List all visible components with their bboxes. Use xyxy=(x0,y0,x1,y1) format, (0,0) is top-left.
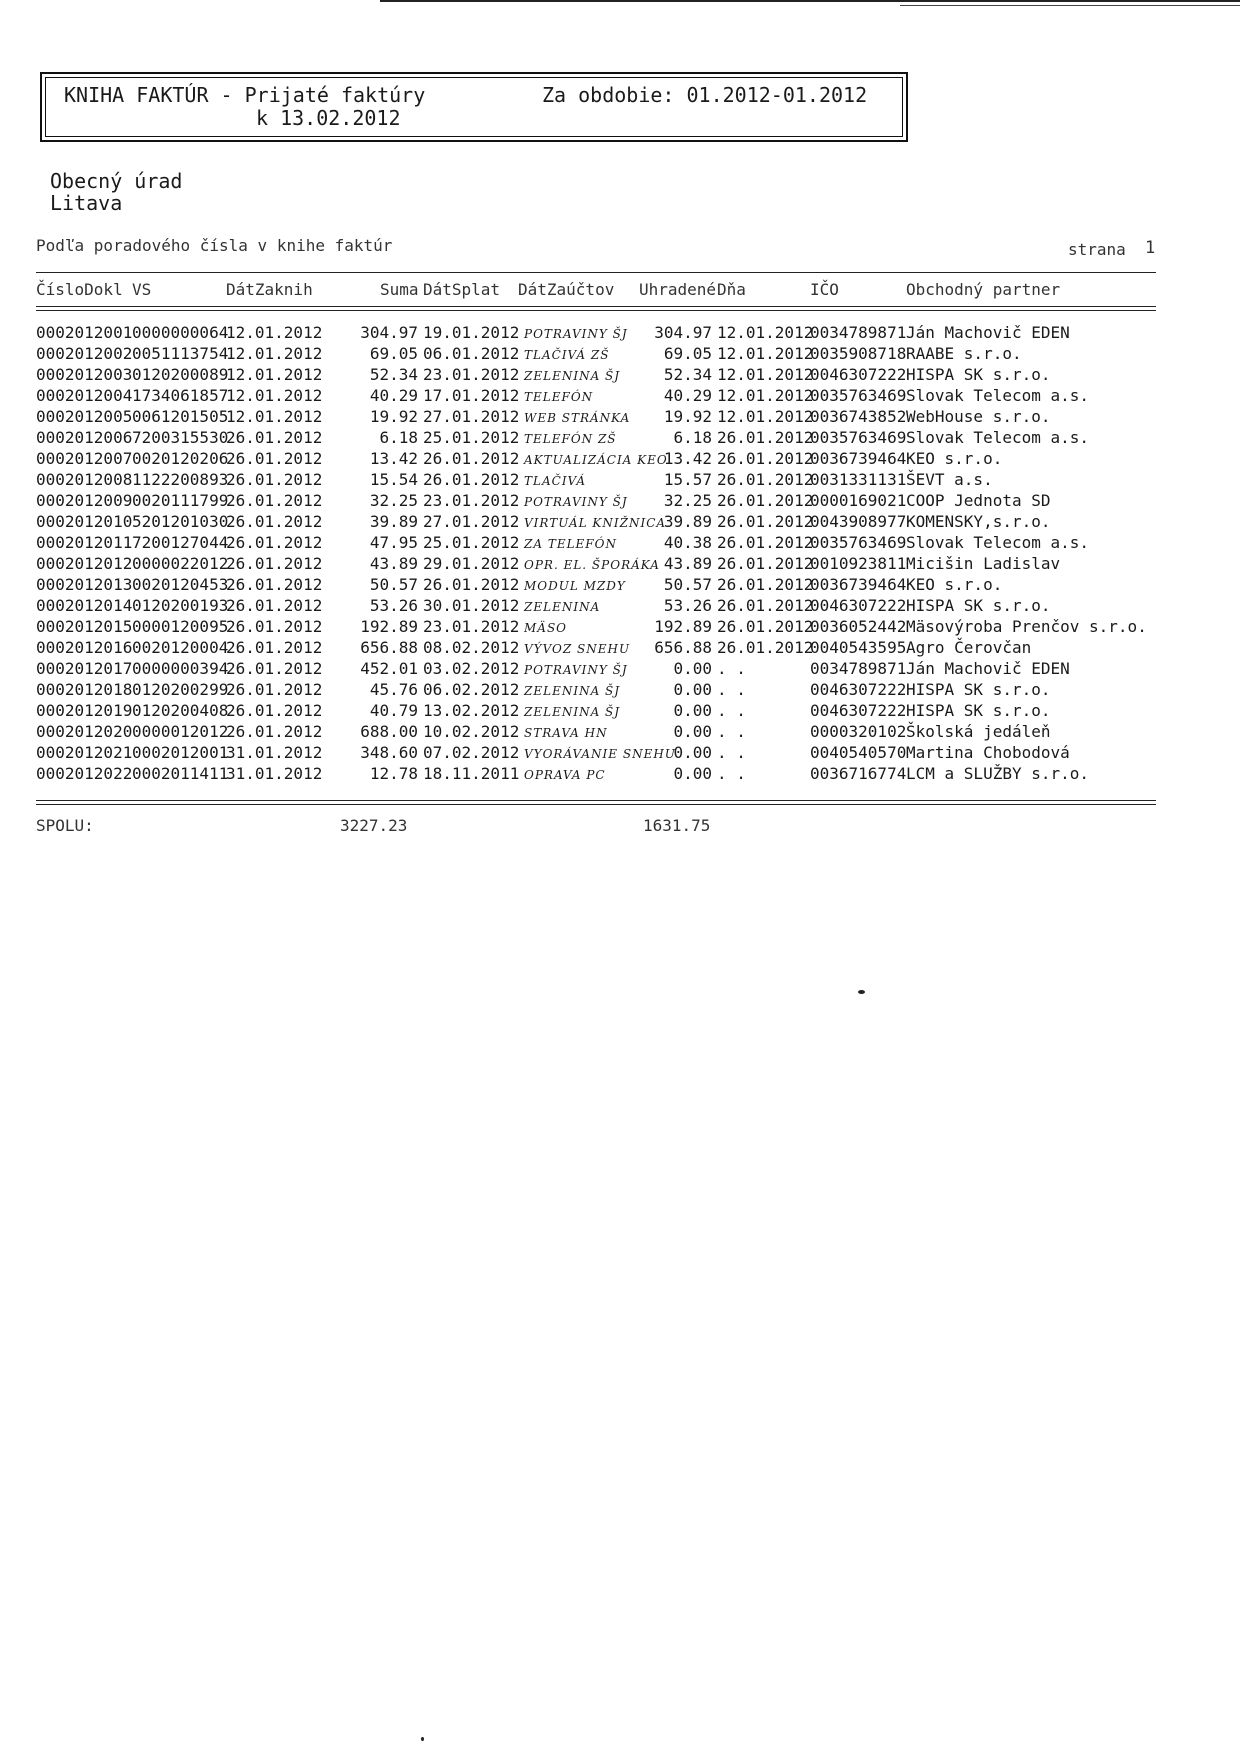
table-row xyxy=(0,406,1240,427)
cell-due: 06.02.2012 xyxy=(423,680,520,699)
cell-sum: 12.78 xyxy=(369,764,418,783)
table-row xyxy=(0,490,1240,511)
cell-partner: HISPA SK s.r.o. xyxy=(906,596,1051,615)
cell-paid-date: 12.01.2012 xyxy=(717,407,814,426)
cell-vs: 0000022012 xyxy=(132,554,229,573)
cell-paid: 656.88 xyxy=(654,638,712,657)
cell-ico: 0034789871 xyxy=(810,659,907,678)
cell-paid-date: . . xyxy=(717,680,746,699)
cell-booked: 31.01.2012 xyxy=(226,743,323,762)
cell-booked: 12.01.2012 xyxy=(226,344,323,363)
cell-partner: Školská jedáleň xyxy=(906,722,1051,741)
cell-doc: 0002012015 xyxy=(36,617,133,636)
cell-booked: 12.01.2012 xyxy=(226,386,323,405)
col-header-accounted: DátZaúčtov xyxy=(518,280,615,299)
cell-paid: 53.26 xyxy=(663,596,712,615)
cell-doc: 0002012021 xyxy=(36,743,133,762)
report-date: k 13.02.2012 xyxy=(256,106,401,130)
cell-vs: 0061201505 xyxy=(132,407,229,426)
organization-place: Litava xyxy=(50,191,123,215)
cell-paid: 13.42 xyxy=(663,449,712,468)
cell-sum: 45.76 xyxy=(369,680,418,699)
cell-doc: 0002012016 xyxy=(36,638,133,657)
cell-paid: 0.00 xyxy=(673,701,712,720)
cell-due: 29.01.2012 xyxy=(423,554,520,573)
cell-note: TLAČIVÁ xyxy=(524,474,587,488)
cell-note: TLAČIVÁ ZŠ xyxy=(524,348,610,362)
cell-booked: 26.01.2012 xyxy=(226,617,323,636)
col-header-doc: ČísloDokl xyxy=(36,280,123,299)
cell-sum: 6.18 xyxy=(379,428,418,447)
cell-sum: 50.57 xyxy=(369,575,418,594)
cell-ico: 0035763469 xyxy=(810,428,907,447)
cell-paid-date: 26.01.2012 xyxy=(717,575,814,594)
cell-doc: 0002012006 xyxy=(36,428,133,447)
cell-booked: 26.01.2012 xyxy=(226,491,323,510)
cell-note: VÝVOZ SNEHU xyxy=(524,642,631,656)
cell-booked: 26.01.2012 xyxy=(226,554,323,573)
cell-partner: Agro Čerovčan xyxy=(906,638,1032,657)
cell-vs: 0051113754 xyxy=(132,344,229,363)
cell-due: 23.01.2012 xyxy=(423,365,520,384)
sort-note: Podľa poradového čísla v knihe faktúr xyxy=(36,236,393,255)
cell-paid-date: 26.01.2012 xyxy=(717,638,814,657)
cell-due: 23.01.2012 xyxy=(423,491,520,510)
header-rule-top xyxy=(36,272,1156,273)
cell-paid: 32.25 xyxy=(663,491,712,510)
totals-rule-2 xyxy=(36,804,1156,805)
col-header-paid: Uhradené xyxy=(639,280,717,299)
scan-speck xyxy=(858,990,865,994)
cell-due: 26.01.2012 xyxy=(423,470,520,489)
cell-paid: 0.00 xyxy=(673,764,712,783)
cell-note: POTRAVINY ŠJ xyxy=(524,327,628,341)
cell-due: 27.01.2012 xyxy=(423,407,520,426)
cell-note: VYORÁVANIE SNEHU xyxy=(524,747,676,761)
cell-due: 06.01.2012 xyxy=(423,344,520,363)
cell-sum: 348.60 xyxy=(360,743,418,762)
invoice-table xyxy=(0,322,1240,784)
cell-doc: 0002012014 xyxy=(36,596,133,615)
cell-partner: Micišin Ladislav xyxy=(906,554,1061,573)
cell-sum: 15.54 xyxy=(369,470,418,489)
cell-partner: KOMENSKY,s.r.o. xyxy=(906,512,1051,531)
report-period: Za obdobie: 01.2012-01.2012 xyxy=(542,83,868,107)
cell-due: 19.01.2012 xyxy=(423,323,520,342)
cell-paid: 304.97 xyxy=(654,323,712,342)
cell-due: 03.02.2012 xyxy=(423,659,520,678)
cell-doc: 0002012019 xyxy=(36,701,133,720)
cell-partner: Martina Chobodová xyxy=(906,743,1070,762)
top-scan-line-2 xyxy=(900,5,1240,6)
cell-booked: 26.01.2012 xyxy=(226,575,323,594)
cell-paid-date: 12.01.2012 xyxy=(717,365,814,384)
cell-partner: Slovak Telecom a.s. xyxy=(906,386,1090,405)
cell-sum: 40.29 xyxy=(369,386,418,405)
cell-booked: 26.01.2012 xyxy=(226,596,323,615)
totals-sum: 3227.23 xyxy=(340,816,408,835)
cell-paid-date: . . xyxy=(717,701,746,720)
cell-paid-date: 12.01.2012 xyxy=(717,386,814,405)
cell-paid-date: 12.01.2012 xyxy=(717,323,814,342)
cell-note: MÄSO xyxy=(524,621,568,635)
cell-partner: KEO s.r.o. xyxy=(906,449,1003,468)
cell-vs: 1734061857 xyxy=(132,386,229,405)
cell-vs: 0020111799 xyxy=(132,491,229,510)
cell-booked: 26.01.2012 xyxy=(226,449,323,468)
cell-ico: 0040540570 xyxy=(810,743,907,762)
cell-sum: 452.01 xyxy=(360,659,418,678)
cell-note: ZA TELEFÓN xyxy=(524,537,617,551)
cell-booked: 12.01.2012 xyxy=(226,365,323,384)
cell-note: ZELENINA ŠJ xyxy=(524,705,621,719)
cell-note: POTRAVINY ŠJ xyxy=(524,663,628,677)
cell-note: ZELENINA ŠJ xyxy=(524,684,621,698)
cell-vs: 0002012001 xyxy=(132,743,229,762)
cell-booked: 26.01.2012 xyxy=(226,701,323,720)
cell-due: 26.01.2012 xyxy=(423,449,520,468)
cell-ico: 0046307222 xyxy=(810,596,907,615)
cell-vs: 0000120095 xyxy=(132,617,229,636)
cell-sum: 47.95 xyxy=(369,533,418,552)
cell-paid-date: 26.01.2012 xyxy=(717,512,814,531)
cell-paid: 40.38 xyxy=(663,533,712,552)
cell-doc: 0002012020 xyxy=(36,722,133,741)
cell-doc: 0002012001 xyxy=(36,323,133,342)
table-row xyxy=(0,448,1240,469)
cell-ico: 0046307222 xyxy=(810,680,907,699)
cell-partner: HISPA SK s.r.o. xyxy=(906,680,1051,699)
cell-paid-date: 26.01.2012 xyxy=(717,470,814,489)
cell-paid-date: 26.01.2012 xyxy=(717,449,814,468)
cell-vs: 0000012012 xyxy=(132,722,229,741)
cell-partner: Ján Machovič EDEN xyxy=(906,659,1070,678)
table-row xyxy=(0,385,1240,406)
col-header-ico: IČO xyxy=(810,280,839,299)
cell-sum: 304.97 xyxy=(360,323,418,342)
cell-paid: 40.29 xyxy=(663,386,712,405)
cell-ico: 0036052442 xyxy=(810,617,907,636)
cell-due: 30.01.2012 xyxy=(423,596,520,615)
cell-ico: 0035763469 xyxy=(810,386,907,405)
cell-doc: 0002012002 xyxy=(36,344,133,363)
cell-partner: Ján Machovič EDEN xyxy=(906,323,1070,342)
cell-ico: 0031331131 xyxy=(810,470,907,489)
cell-due: 17.01.2012 xyxy=(423,386,520,405)
cell-paid-date: 26.01.2012 xyxy=(717,554,814,573)
cell-note: TELEFÓN ZŠ xyxy=(524,432,617,446)
cell-paid: 15.57 xyxy=(663,470,712,489)
table-row xyxy=(0,364,1240,385)
cell-paid-date: 26.01.2012 xyxy=(717,617,814,636)
cell-booked: 26.01.2012 xyxy=(226,680,323,699)
cell-paid-date: . . xyxy=(717,764,746,783)
cell-booked: 26.01.2012 xyxy=(226,533,323,552)
cell-due: 10.02.2012 xyxy=(423,722,520,741)
cell-sum: 40.79 xyxy=(369,701,418,720)
totals-paid: 1631.75 xyxy=(643,816,711,835)
cell-doc: 0002012013 xyxy=(36,575,133,594)
cell-sum: 688.00 xyxy=(360,722,418,741)
cell-vs: 0120200193 xyxy=(132,596,229,615)
cell-booked: 26.01.2012 xyxy=(226,722,323,741)
cell-paid: 43.89 xyxy=(663,554,712,573)
cell-paid-date: 12.01.2012 xyxy=(717,344,814,363)
cell-ico: 0036743852 xyxy=(810,407,907,426)
cell-due: 27.01.2012 xyxy=(423,512,520,531)
cell-paid: 52.34 xyxy=(663,365,712,384)
report-title-box xyxy=(40,72,908,142)
cell-vs: 7200315530 xyxy=(132,428,229,447)
cell-paid: 0.00 xyxy=(673,659,712,678)
header-rule-bottom xyxy=(36,306,1156,307)
cell-due: 07.02.2012 xyxy=(423,743,520,762)
col-header-sum: Suma xyxy=(380,280,419,299)
cell-booked: 26.01.2012 xyxy=(226,470,323,489)
cell-doc: 0002012010 xyxy=(36,512,133,531)
cell-partner: HISPA SK s.r.o. xyxy=(906,701,1051,720)
cell-ico: 0035763469 xyxy=(810,533,907,552)
totals-rule xyxy=(36,800,1156,801)
organization-name: Obecný úrad xyxy=(50,169,183,193)
cell-vs: 0002011411 xyxy=(132,764,229,783)
cell-doc: 0002012007 xyxy=(36,449,133,468)
cell-sum: 69.05 xyxy=(369,344,418,363)
cell-paid: 0.00 xyxy=(673,743,712,762)
cell-paid-date: 26.01.2012 xyxy=(717,596,814,615)
cell-due: 18.11.2011 xyxy=(423,764,520,783)
cell-paid: 69.05 xyxy=(663,344,712,363)
cell-vs: 0000000394 xyxy=(132,659,229,678)
cell-ico: 0035908718 xyxy=(810,344,907,363)
cell-ico: 0043908977 xyxy=(810,512,907,531)
cell-partner: WebHouse s.r.o. xyxy=(906,407,1051,426)
cell-due: 25.01.2012 xyxy=(423,428,520,447)
table-row xyxy=(0,322,1240,343)
cell-paid: 19.92 xyxy=(663,407,712,426)
cell-note: STRAVA HN xyxy=(524,726,608,740)
cell-booked: 26.01.2012 xyxy=(226,512,323,531)
cell-booked: 31.01.2012 xyxy=(226,764,323,783)
cell-ico: 0010923811 xyxy=(810,554,907,573)
cell-doc: 0002012005 xyxy=(36,407,133,426)
cell-note: OPRAVA PC xyxy=(524,768,606,782)
table-row xyxy=(0,343,1240,364)
cell-partner: LCM a SLUŽBY s.r.o. xyxy=(906,764,1090,783)
cell-paid-date: . . xyxy=(717,659,746,678)
cell-sum: 53.26 xyxy=(369,596,418,615)
page-label: strana xyxy=(1068,240,1126,259)
cell-vs: 1122200893 xyxy=(132,470,229,489)
cell-ico: 0000169021 xyxy=(810,491,907,510)
cell-vs: 0020120206 xyxy=(132,449,229,468)
cell-booked: 26.01.2012 xyxy=(226,659,323,678)
cell-due: 23.01.2012 xyxy=(423,617,520,636)
cell-ico: 0036739464 xyxy=(810,575,907,594)
col-header-partner: Obchodný partner xyxy=(906,280,1061,299)
table-row xyxy=(0,574,1240,595)
cell-ico: 0036739464 xyxy=(810,449,907,468)
table-row xyxy=(0,595,1240,616)
cell-paid: 39.89 xyxy=(663,512,712,531)
table-row xyxy=(0,532,1240,553)
col-header-booked: DátZaknih xyxy=(226,280,313,299)
cell-booked: 12.01.2012 xyxy=(226,323,323,342)
cell-doc: 0002012011 xyxy=(36,533,133,552)
cell-due: 08.02.2012 xyxy=(423,638,520,657)
cell-due: 26.01.2012 xyxy=(423,575,520,594)
cell-vs: 0000000064 xyxy=(132,323,229,342)
cell-sum: 52.34 xyxy=(369,365,418,384)
cell-ico: 0000320102 xyxy=(810,722,907,741)
cell-sum: 19.92 xyxy=(369,407,418,426)
table-row xyxy=(0,658,1240,679)
table-row xyxy=(0,721,1240,742)
table-row xyxy=(0,616,1240,637)
cell-vs: 7200127044 xyxy=(132,533,229,552)
cell-ico: 0040543595 xyxy=(810,638,907,657)
cell-partner: COOP Jednota SD xyxy=(906,491,1051,510)
page-number: 1 xyxy=(1145,238,1156,258)
cell-note: TELEFÓN xyxy=(524,390,594,404)
cell-note: AKTUALIZÁCIA KEO xyxy=(524,453,668,467)
cell-sum: 43.89 xyxy=(369,554,418,573)
report-title: KNIHA FAKTÚR - Prijaté faktúry xyxy=(64,83,426,107)
cell-sum: 13.42 xyxy=(369,449,418,468)
cell-note: VIRTUÁL KNIŽNICA xyxy=(524,516,667,530)
table-row xyxy=(0,469,1240,490)
cell-ico: 0036716774 xyxy=(810,764,907,783)
cell-vs: 0020120453 xyxy=(132,575,229,594)
cell-doc: 0002012003 xyxy=(36,365,133,384)
col-header-vs: VS xyxy=(132,280,152,299)
cell-sum: 39.89 xyxy=(369,512,418,531)
cell-note: ZELENINA ŠJ xyxy=(524,369,621,383)
cell-partner: RAABE s.r.o. xyxy=(906,344,1022,363)
cell-note: POTRAVINY ŠJ xyxy=(524,495,628,509)
scan-speck xyxy=(421,1737,424,1741)
cell-note: WEB STRÁNKA xyxy=(524,411,631,425)
table-row xyxy=(0,679,1240,700)
cell-paid: 50.57 xyxy=(663,575,712,594)
cell-sum: 656.88 xyxy=(360,638,418,657)
cell-doc: 0002012022 xyxy=(36,764,133,783)
cell-paid-date: 26.01.2012 xyxy=(717,428,814,447)
cell-paid: 192.89 xyxy=(654,617,712,636)
table-row xyxy=(0,763,1240,784)
col-header-due: DátSplat xyxy=(423,280,501,299)
table-row xyxy=(0,742,1240,763)
cell-partner: Slovak Telecom a.s. xyxy=(906,428,1090,447)
table-row xyxy=(0,427,1240,448)
cell-ico: 0046307222 xyxy=(810,365,907,384)
table-row xyxy=(0,511,1240,532)
cell-note: MODUL MZDY xyxy=(524,579,626,593)
cell-vs: 0120200089 xyxy=(132,365,229,384)
cell-doc: 0002012009 xyxy=(36,491,133,510)
cell-partner: Mäsovýroba Prenčov s.r.o. xyxy=(906,617,1147,636)
cell-sum: 32.25 xyxy=(369,491,418,510)
cell-paid: 0.00 xyxy=(673,722,712,741)
cell-vs: 0120200299 xyxy=(132,680,229,699)
cell-paid-date: 26.01.2012 xyxy=(717,533,814,552)
top-scan-line xyxy=(380,0,1240,2)
cell-partner: KEO s.r.o. xyxy=(906,575,1003,594)
cell-paid-date: . . xyxy=(717,722,746,741)
cell-doc: 0002012004 xyxy=(36,386,133,405)
cell-vs: 5201201030 xyxy=(132,512,229,531)
cell-partner: HISPA SK s.r.o. xyxy=(906,365,1051,384)
cell-booked: 12.01.2012 xyxy=(226,407,323,426)
cell-due: 13.02.2012 xyxy=(423,701,520,720)
cell-vs: 0020120004 xyxy=(132,638,229,657)
cell-paid-date: 26.01.2012 xyxy=(717,491,814,510)
table-row xyxy=(0,553,1240,574)
totals-label: SPOLU: xyxy=(36,816,94,835)
table-row xyxy=(0,637,1240,658)
cell-ico: 0046307222 xyxy=(810,701,907,720)
cell-vs: 0120200408 xyxy=(132,701,229,720)
header-rule-bottom-2 xyxy=(36,310,1156,311)
cell-paid-date: . . xyxy=(717,743,746,762)
cell-note: ZELENINA xyxy=(524,600,601,614)
cell-partner: ŠEVT a.s. xyxy=(906,470,993,489)
cell-note: OPR. EL. ŠPORÁKA xyxy=(524,558,660,572)
cell-paid: 0.00 xyxy=(673,680,712,699)
cell-booked: 26.01.2012 xyxy=(226,428,323,447)
col-header-paid-date: Dňa xyxy=(717,280,746,299)
cell-doc: 0002012017 xyxy=(36,659,133,678)
cell-doc: 0002012012 xyxy=(36,554,133,573)
cell-due: 25.01.2012 xyxy=(423,533,520,552)
cell-ico: 0034789871 xyxy=(810,323,907,342)
cell-booked: 26.01.2012 xyxy=(226,638,323,657)
cell-partner: Slovak Telecom a.s. xyxy=(906,533,1090,552)
cell-doc: 0002012008 xyxy=(36,470,133,489)
cell-paid: 6.18 xyxy=(673,428,712,447)
table-row xyxy=(0,700,1240,721)
cell-sum: 192.89 xyxy=(360,617,418,636)
cell-doc: 0002012018 xyxy=(36,680,133,699)
